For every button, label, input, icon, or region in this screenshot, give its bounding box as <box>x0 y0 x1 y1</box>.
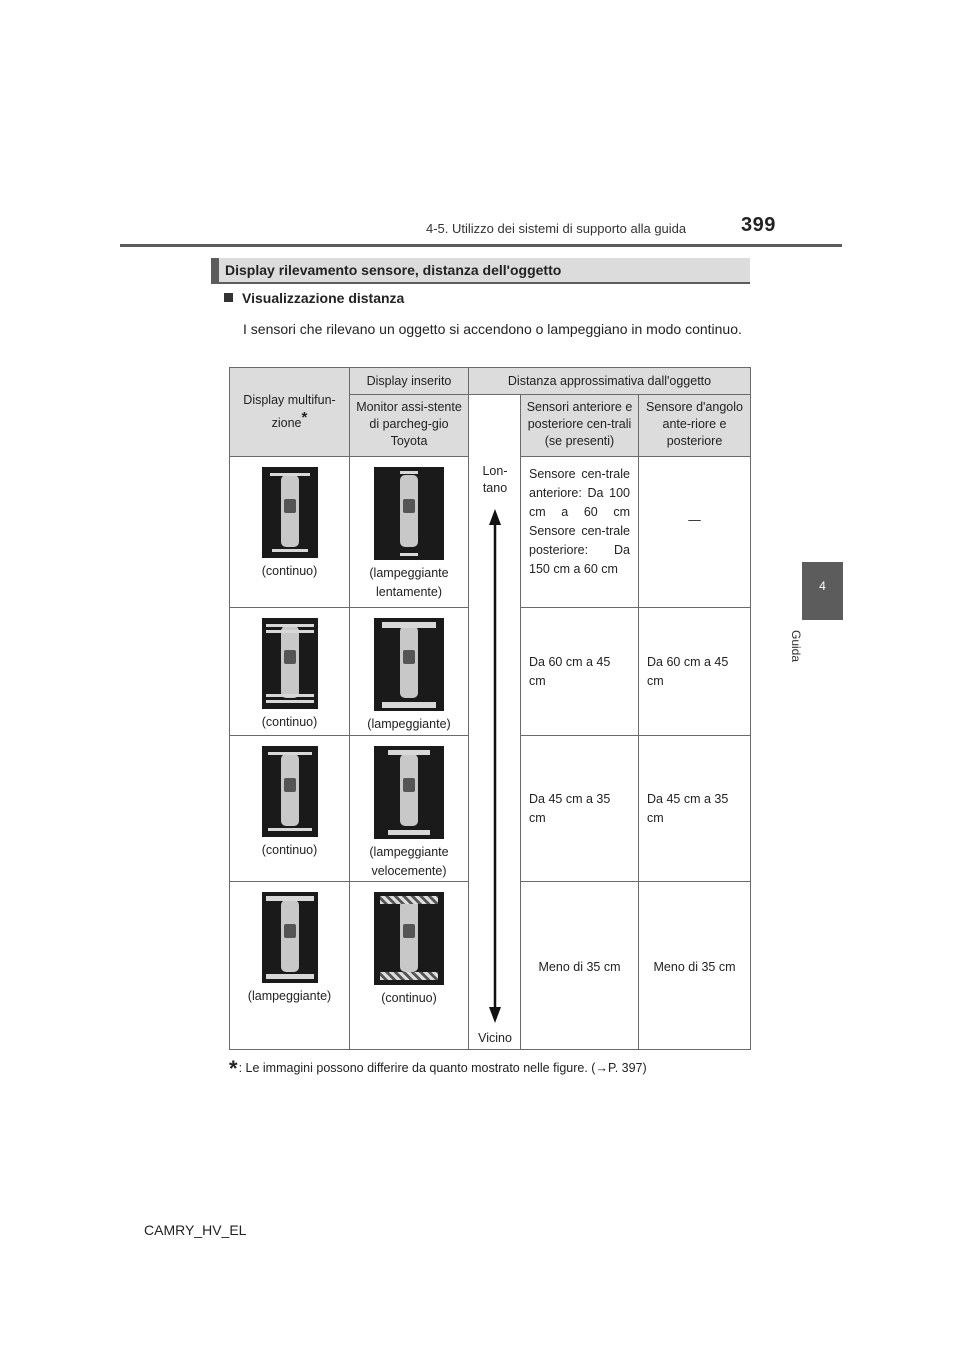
monitor-caption: (lampeggiante lentamente) <box>369 566 449 599</box>
central-distance-cell: Meno di 35 cm <box>521 882 639 1050</box>
multi-display-cell <box>230 736 350 882</box>
monitor-caption: (lampeggiante velocemente) <box>369 845 449 878</box>
monitor-caption: (continuo) <box>381 991 437 1005</box>
header-distance: Distanza approssimativa dall'oggetto <box>469 368 751 395</box>
multi-display-car-image <box>262 892 318 983</box>
multi-display-cell <box>230 608 350 736</box>
header-monitor: Monitor assi-stente di parcheg-gio Toyota <box>350 395 469 457</box>
multi-display-cell <box>230 882 350 1050</box>
multi-display-caption: (continuo) <box>261 715 318 729</box>
header-rule <box>120 244 842 247</box>
header-multi-display: Display multifun-zione* <box>230 368 350 457</box>
corner-distance-cell: Da 60 cm a 45 cm <box>639 608 751 736</box>
corner-distance-cell: Da 45 cm a 35 cm <box>639 736 751 882</box>
monitor-car-image <box>374 746 444 839</box>
distance-arrow-icon <box>469 457 521 1047</box>
multi-display-car-image <box>262 618 318 709</box>
footnote-star: * <box>229 1056 238 1081</box>
model-code: CAMRY_HV_EL <box>144 1222 247 1238</box>
section-heading-underline <box>211 282 750 284</box>
monitor-car-image <box>374 467 444 560</box>
multi-display-car-image <box>262 746 318 837</box>
multi-display-caption: (lampeggiante) <box>247 989 332 1003</box>
section-heading-bar <box>211 258 219 282</box>
chapter-label: Guida <box>789 630 803 663</box>
section-heading <box>211 258 750 282</box>
monitor-car-image <box>374 892 444 985</box>
subheading-text: Visualizzazione distanza <box>242 290 405 306</box>
header-arrow-spacer <box>469 395 521 457</box>
monitor-cell <box>350 457 469 608</box>
body-paragraph: I sensori che rilevano un oggetto si accendono o lampeggiano in modo continuo. <box>243 321 742 337</box>
header-central: Sensori anteriore e posteriore cen-trali (se presenti) <box>521 395 639 457</box>
corner-distance-cell: Meno di 35 cm <box>639 882 751 1050</box>
square-bullet-icon <box>224 293 233 302</box>
monitor-cell <box>350 882 469 1050</box>
section-heading-text: Display rilevamento sensore, distanza dell'oggetto <box>225 262 562 278</box>
monitor-cell <box>350 736 469 882</box>
central-distance-cell: Sensore cen-trale anteriore: Da 100 cm a 60 cm Sensore cen-trale posteriore: Da 150 cm a 60 cm <box>521 457 639 608</box>
subheading <box>224 290 404 306</box>
distance-arrow-cell <box>469 457 521 1050</box>
monitor-car-image <box>374 618 444 711</box>
header-section-title: 4-5. Utilizzo dei sistemi di supporto alla guida <box>426 221 687 236</box>
distance-table <box>229 367 751 1050</box>
far-label: Lon-tano <box>482 463 508 495</box>
multi-display-car-image <box>262 467 318 558</box>
monitor-caption: (lampeggiante) <box>367 717 451 731</box>
monitor-cell <box>350 608 469 736</box>
header-display-inserito: Display inserito <box>350 368 469 395</box>
footnote-text: : Le immagini possono differire da quanto mostrato nelle figure. (→P. 397) <box>238 1061 647 1075</box>
chapter-tab[interactable]: 4 <box>802 562 843 620</box>
multi-display-cell <box>230 457 350 608</box>
multi-display-caption: (continuo) <box>261 843 318 857</box>
near-label: Vicino <box>478 1031 512 1045</box>
central-distance-cell: Da 45 cm a 35 cm <box>521 736 639 882</box>
multi-display-caption: (continuo) <box>261 564 318 578</box>
central-distance-cell: Da 60 cm a 45 cm <box>521 608 639 736</box>
page-number: 399 <box>741 214 776 236</box>
corner-distance-cell: — <box>639 457 751 608</box>
footnote <box>229 1056 647 1082</box>
header-corner: Sensore d'angolo ante-riore e posteriore <box>639 395 751 457</box>
